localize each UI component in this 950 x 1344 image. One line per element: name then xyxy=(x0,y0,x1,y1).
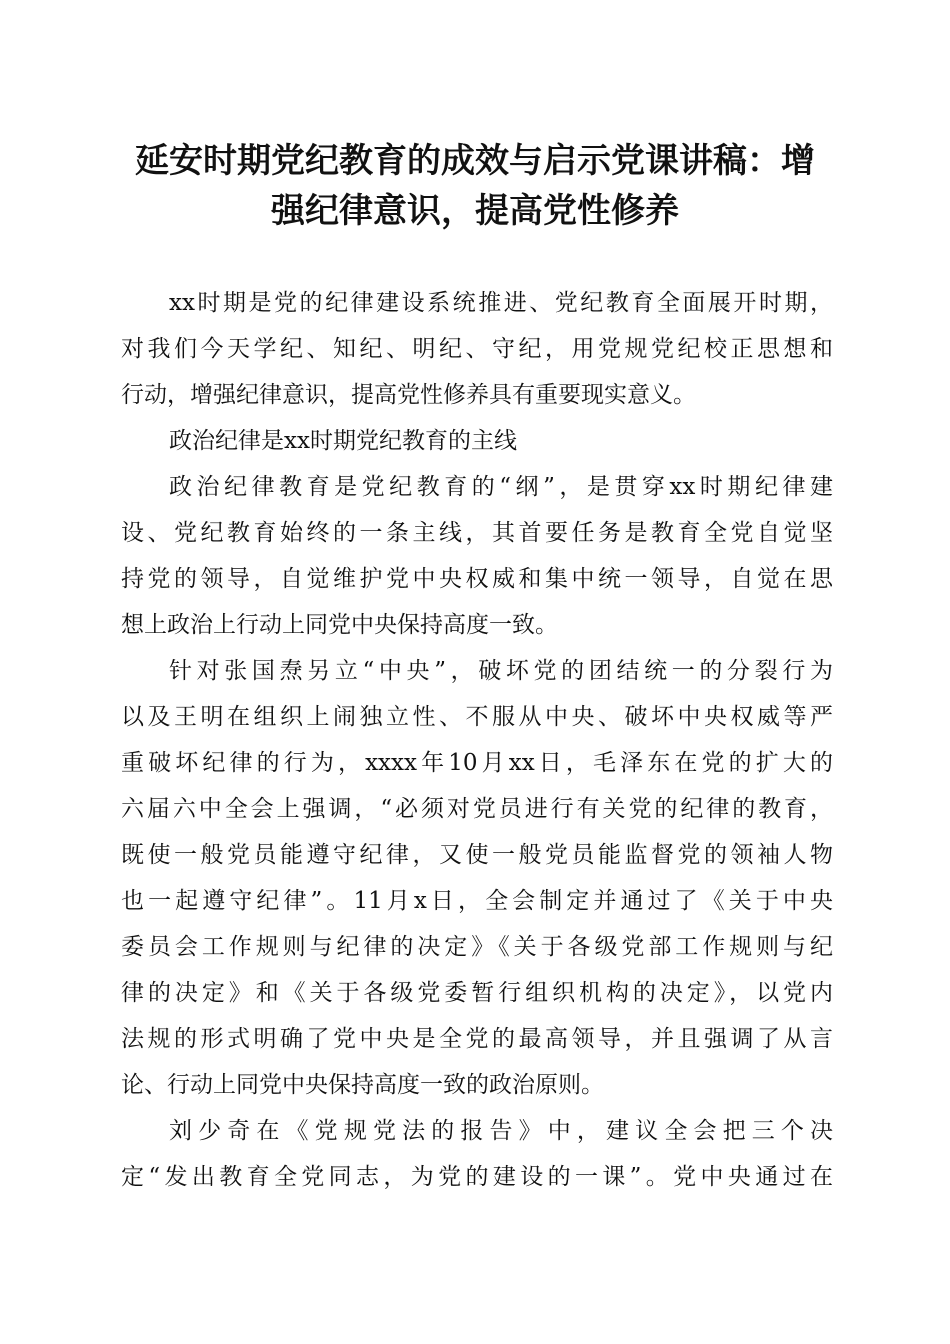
body-line-text: 重破坏纪律的行为，xxxx年10月xx日，毛泽东在党的扩大的 xyxy=(121,750,833,776)
document-body xyxy=(121,280,833,1200)
body-line-text: 律的决定》和《关于各级党委暂行组织机构的决定》，以党内 xyxy=(121,980,833,1006)
document-title xyxy=(110,136,840,236)
body-line-text: 对我们今天学纪、知纪、明纪、守纪，用党规党纪校正思想和 xyxy=(121,336,833,362)
body-line-text: 六届六中全会上强调，“必须对党员进行有关党的纪律的教育， xyxy=(121,796,833,822)
body-line xyxy=(121,648,833,694)
body-line-text: xx时期是党的纪律建设系统推进、党纪教育全面展开时期， xyxy=(169,290,833,316)
body-line-text: 以及王明在组织上闹独立性、不服从中央、破坏中央权威等严 xyxy=(121,704,833,730)
body-line-text: 政治纪律教育是党纪教育的“纲”，是贯穿xx时期纪律建 xyxy=(169,474,833,500)
body-line xyxy=(121,372,833,418)
body-line xyxy=(121,1016,833,1062)
body-line xyxy=(121,280,833,326)
body-line-text: 既使一般党员能遵守纪律，又使一般党员能监督党的领袖人物 xyxy=(121,842,833,868)
title-line-2: 强纪律意识，提高党性修养 xyxy=(271,191,679,231)
body-line xyxy=(121,602,833,648)
body-line xyxy=(121,1108,833,1154)
body-line xyxy=(121,832,833,878)
body-line xyxy=(121,970,833,1016)
body-line xyxy=(121,740,833,786)
body-line xyxy=(121,694,833,740)
body-line xyxy=(121,1154,833,1200)
body-line-text: 政治纪律是xx时期党纪教育的主线 xyxy=(169,428,517,454)
body-line-text: 针对张国焘另立“中央”，破坏党的团结统一的分裂行为 xyxy=(169,658,833,684)
body-line xyxy=(121,464,833,510)
body-line xyxy=(121,510,833,556)
body-line-text: 设、党纪教育始终的一条主线，其首要任务是教育全党自觉坚 xyxy=(121,520,833,546)
body-line xyxy=(121,1062,833,1108)
body-line xyxy=(121,878,833,924)
body-line-text: 也一起遵守纪律”。11月x日，全会制定并通过了《关于中央 xyxy=(121,888,833,914)
body-line-text: 委员会工作规则与纪律的决定》《关于各级党部工作规则与纪 xyxy=(121,934,833,960)
body-line-text: 论、行动上同党中央保持高度一致的政治原则。 xyxy=(121,1072,604,1098)
body-line-text: 刘少奇在《党规党法的报告》中，建议全会把三个决 xyxy=(169,1118,833,1144)
body-line xyxy=(121,418,833,464)
body-line-text: 持党的领导，自觉维护党中央权威和集中统一领导，自觉在思 xyxy=(121,566,833,592)
body-line xyxy=(121,326,833,372)
body-line-text: 法规的形式明确了党中央是全党的最高领导，并且强调了从言 xyxy=(121,1026,833,1052)
body-line xyxy=(121,924,833,970)
body-line xyxy=(121,556,833,602)
body-line-text: 行动，增强纪律意识，提高党性修养具有重要现实意义。 xyxy=(121,382,696,408)
body-line-text: 想上政治上行动上同党中央保持高度一致。 xyxy=(121,612,558,638)
body-line-text: 定“发出教育全党同志，为党的建设的一课”。党中央通过在 xyxy=(121,1164,833,1190)
title-line-1: 延安时期党纪教育的成效与启示党课讲稿：增 xyxy=(135,141,815,181)
body-line xyxy=(121,786,833,832)
